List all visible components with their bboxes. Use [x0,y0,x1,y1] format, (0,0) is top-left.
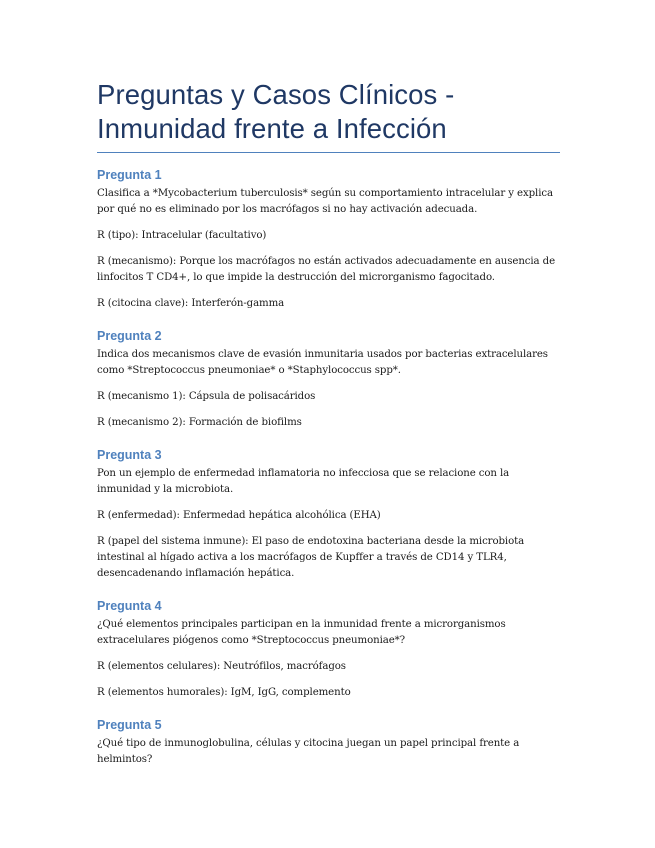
question-heading: Pregunta 5 [97,718,162,732]
page-title: Preguntas y Casos Clínicos - Inmunidad frente a Infección [97,78,560,153]
answer-text: R (elementos celulares): Neutrófilos, macrófagos [97,661,346,672]
document-page [97,78,560,778]
answer-text: R (citocina clave): Interferón-gamma [97,298,285,309]
question-text: Clasifica a *Mycobacterium tuberculosis* según su comportamiento intracelular y explica por qué no es eliminado por los macrófagos si no hay activación adecuada. [97,188,553,215]
question-section-5 [97,717,560,768]
answer-text: R (mecanismo): Porque los macrófagos no están activados adecuadamente en ausencia de linfocitos T CD4+, lo que impide la destrucción del microrganismo fagocitado. [97,256,556,283]
answer-text: R (mecanismo 1): Cápsula de polisacáridos [97,391,316,402]
question-section-2 [97,328,560,431]
question-text: Pon un ejemplo de enfermedad inflamatoria no infecciosa que se relacione con la inmunidad y la microbiota. [97,468,510,495]
question-heading: Pregunta 2 [97,329,162,343]
question-heading: Pregunta 1 [97,168,162,182]
answer-text: R (tipo): Intracelular (facultativo) [97,230,267,241]
question-text: ¿Qué elementos principales participan en la inmunidad frente a microrganismos extracelulares piógenos como *Streptococcus pneumoniae*? [97,619,506,646]
question-section-3 [97,447,560,582]
question-heading: Pregunta 3 [97,448,162,462]
question-section-4 [97,598,560,701]
answer-text: R (papel del sistema inmune): El paso de endotoxina bacteriana desde la microbiota intestinal al hígado activa a los macrófagos de Kupffer a través de CD14 y TLR4, desencadenando inflamación hepática. [97,536,525,579]
question-text: ¿Qué tipo de inmunoglobulina, células y citocina juegan un papel principal frente a helmintos? [97,738,520,765]
answer-text: R (mecanismo 2): Formación de biofilms [97,417,302,428]
question-section-1 [97,167,560,312]
answer-text: R (elementos humorales): IgM, IgG, complemento [97,687,351,698]
question-text: Indica dos mecanismos clave de evasión inmunitaria usados por bacterias extracelulares como *Streptococcus pneumoniae* o *Staphylococcus spp*. [97,349,548,376]
question-heading: Pregunta 4 [97,599,162,613]
answer-text: R (enfermedad): Enfermedad hepática alcohólica (EHA) [97,510,381,521]
